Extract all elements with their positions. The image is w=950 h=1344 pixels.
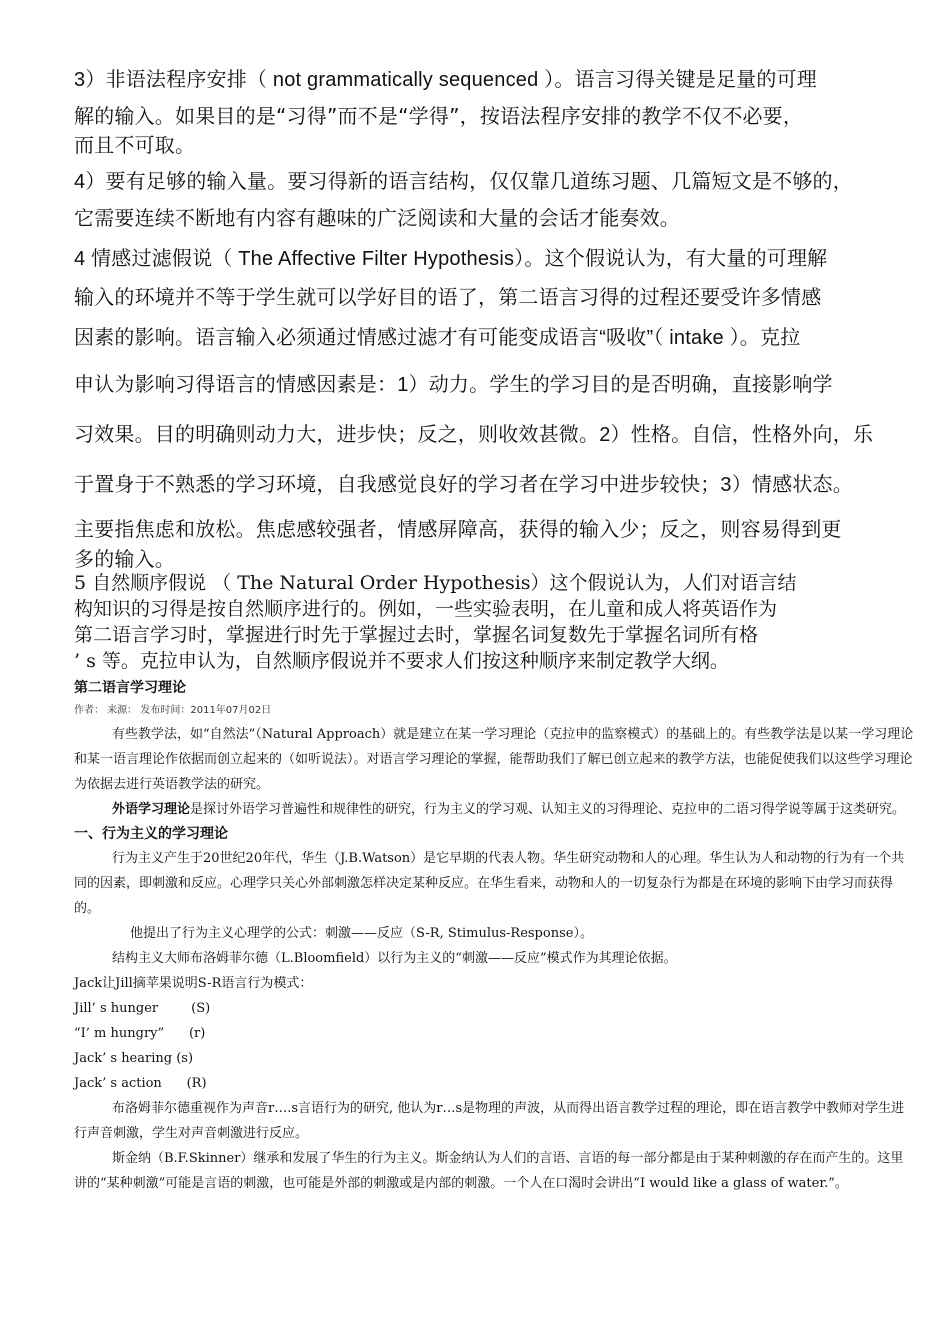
paragraph: 结构主义大师布洛姆菲尔德（L.Bloomfield）以行为主义的“刺激——反应”模式作为其理论依据。	[112, 951, 677, 966]
sr-line: “I’ m hungry” (r)	[74, 1026, 206, 1041]
text-line: 因素的影响。语言输入必须通过情感过滤才有可能变成语言“吸收”（ intake ）。克拉	[74, 327, 801, 349]
text-line: 解的输入。如果目的是“习得”而不是“学得”，按语法程序安排的教学不仅不必要，	[74, 104, 804, 128]
document-page	[74, 62, 914, 1196]
paragraph	[74, 797, 914, 822]
text-line: 第二语言学习时，掌握进行时先于掌握过去时，掌握名词复数先于掌握名词所有格	[74, 624, 759, 646]
text-line: 5 自然顺序假说 （ The Natural Order Hypothesis）这个假说认为，人们对语言结	[74, 572, 797, 594]
paragraph: 他提出了行为主义心理学的公式：刺激——反应（S-R, Stimulus-Response）。	[130, 926, 593, 941]
article-title: 第二语言学习理论	[74, 680, 186, 696]
text-line: ’ s 等。克拉申认为，自然顺序假说并不要求人们按这种顺序来制定教学大纲。	[74, 650, 729, 672]
text-line: 于置身于不熟悉的学习环境，自我感觉良好的学习者在学习中进步较快；3）情感状态。	[74, 474, 853, 496]
text-line: 申认为影响习得语言的情感因素是：1）动力。学生的学习目的是否明确，直接影响学	[74, 374, 833, 396]
text-line: 4）要有足够的输入量。要习得新的语言结构，仅仅靠几道练习题、几篇短文是不够的，	[74, 171, 853, 193]
text-line: 3）非语法程序安排（ not grammatically sequenced ）。语言习得关键是足量的可理	[74, 69, 817, 91]
text-line: 主要指焦虑和放松。焦虑感较强者，情感屏障高，获得的输入少；反之，则容易得到更	[74, 517, 842, 541]
text-line: 构知识的习得是按自然顺序进行的。例如，一些实验表明，在儿童和成人将英语作为	[74, 598, 778, 620]
bold-term: 外语学习理论	[112, 802, 191, 817]
text-line: 习效果。目的明确则动力大，进步快；反之，则收效甚微。2）性格。自信，性格外向，乐	[74, 424, 874, 446]
paragraph: 有些教学法，如“自然法”（Natural Approach）就是建立在某一学习理论（克拉申的监察模式）的基础上的。有些教学法是以某一学习理论和某一语言理论作依据而创立起来的（如听说法）。对语言学习理论的掌握，能帮助我们了解已创立起来的教学方法，也能促使我们以这些学习理论为依据去进行英语教学法的研究。	[74, 727, 914, 792]
paragraph: Jack让Jill摘苹果说明S-R语言行为模式：	[74, 976, 313, 991]
paragraph: 行为主义产生于20世纪20年代，华生（J.B.Watson）是它早期的代表人物。华生研究动物和人的心理。华生认为人和动物的行为有一个共同的因素，即刺激和反应。心理学只关心外部刺激怎样决定某种反应。在华生看来，动物和人的一切复杂行为都是在环境的影响下由学习而获得的。	[74, 851, 905, 916]
text-line: 多的输入。	[74, 547, 175, 571]
paragraph: 斯金纳（B.F.Skinner）继承和发展了华生的行为主义。斯金纳认为人们的言语、言语的每一部分都是由于某种刺激的存在而产生的。这里讲的“某种刺激”可能是言语的刺激，也可能是外部的刺激或是内部的刺激。一个人在口渴时会讲出“I would like a glass of water.”。	[74, 1151, 904, 1191]
text-line: 输入的环境并不等于学生就可以学好目的语了，第二语言习得的过程还要受许多情感	[74, 285, 822, 309]
paragraph-text: 是探讨外语学习普遍性和规律性的研究，行为主义的学习观、认知主义的习得理论、克拉申的二语习得学说等属于这类研究。	[190, 802, 906, 817]
article-meta: 作者： 来源： 发布时间：2011年07月02日	[74, 705, 272, 716]
sr-line: Jack’ s hearing (s)	[74, 1051, 194, 1066]
text-line: 4 情感过滤假说（ The Affective Filter Hypothesis）。这个假说认为，有大量的可理解	[74, 248, 828, 270]
paragraph: 布洛姆菲尔德重视作为声音r….s言语行为的研究, 他认为r…s是物理的声波，从而得出语言教学过程的理论，即在语言教学中教师对学生进行声音刺激，学生对声音刺激进行反应。	[74, 1101, 905, 1141]
text-line: 它需要连续不断地有内容有趣味的广泛阅读和大量的会话才能奏效。	[74, 206, 680, 230]
sr-line: Jack’ s action (R)	[74, 1076, 207, 1091]
sr-line: Jill’ s hunger (S)	[74, 1001, 211, 1016]
text-line: 而且不可取。	[74, 133, 196, 157]
section-heading: 一、行为主义的学习理论	[74, 826, 228, 842]
